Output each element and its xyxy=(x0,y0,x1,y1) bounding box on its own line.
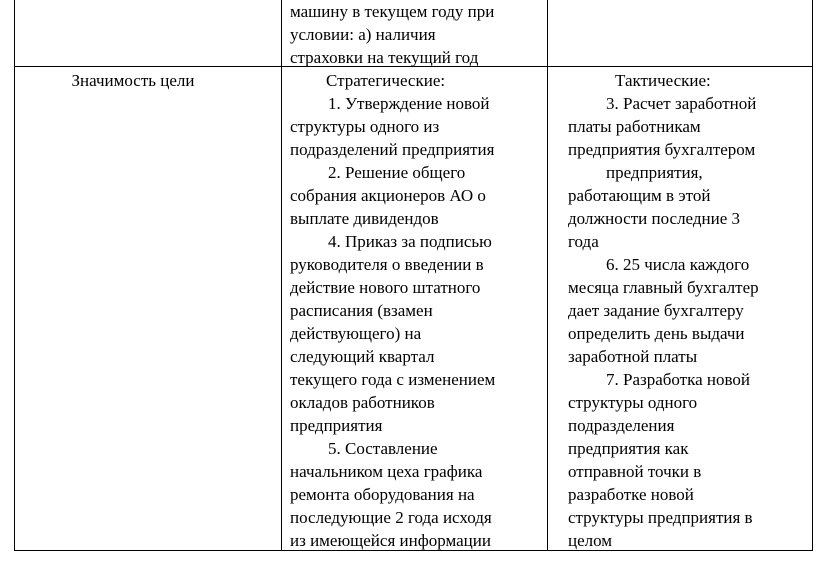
text-line: действующего) на xyxy=(290,324,422,343)
text-line: структуры одного xyxy=(568,393,698,412)
text-line: окладов работников xyxy=(290,393,435,412)
top-row-text-cell xyxy=(290,0,546,69)
text-line: страховки на текущий год xyxy=(290,48,479,67)
text-line: года xyxy=(568,232,599,251)
text-line: расписания (взамен xyxy=(290,301,433,320)
text-line: текущего года с изменением xyxy=(290,370,496,389)
text-line: предприятия как xyxy=(568,439,689,458)
text-line: предприятия, xyxy=(606,163,703,182)
tactical-header: Тактические: xyxy=(615,71,711,90)
text-line: начальником цеха графика xyxy=(290,462,483,481)
text-line: предприятия бухгалтером xyxy=(568,140,756,159)
text-line: 2. Решение общего xyxy=(328,163,466,182)
text-line: 7. Разработка новой xyxy=(606,370,751,389)
text-line: работающим в этой xyxy=(568,186,711,205)
text-line: машину в текущем году при xyxy=(290,2,495,21)
tactical-goals-list xyxy=(568,92,812,552)
strategic-goals-list xyxy=(290,92,546,552)
goal-significance-label-cell xyxy=(15,69,281,92)
text-line: заработной платы xyxy=(568,347,698,366)
text-line: дает задание бухгалтеру xyxy=(568,301,744,320)
text-line: условии: а) наличия xyxy=(290,25,436,44)
text-line: 1. Утверждение новой xyxy=(328,94,490,113)
table-divider-col1 xyxy=(281,0,282,551)
text-line: структуры предприятия в xyxy=(568,508,753,527)
text-line: должности последние 3 xyxy=(568,209,741,228)
strategic-header: Стратегические: xyxy=(326,71,446,90)
text-line: определить день выдачи xyxy=(568,324,745,343)
table-divider-col2 xyxy=(547,0,548,551)
text-line: 5. Составление xyxy=(328,439,438,458)
text-line: из имеющейся информации xyxy=(290,531,491,550)
text-line: подразделения xyxy=(568,416,675,435)
text-line: действие нового штатного xyxy=(290,278,481,297)
text-line: ремонта оборудования на xyxy=(290,485,475,504)
text-line: руководителя о введении в xyxy=(290,255,484,274)
text-line: отправной точки в xyxy=(568,462,702,481)
text-line: выплате дивидендов xyxy=(290,209,439,228)
text-line: разработке новой xyxy=(568,485,694,504)
text-line: последующие 2 года исходя xyxy=(290,508,492,527)
text-line: 3. Расчет заработной xyxy=(606,94,757,113)
text-line: следующий квартал xyxy=(290,347,435,366)
table-border-right xyxy=(812,0,813,551)
text-line: подразделений предприятия xyxy=(290,140,495,159)
text-line: 4. Приказ за подписью xyxy=(328,232,492,251)
text-line: платы работникам xyxy=(568,117,701,136)
tactical-goals-cell xyxy=(568,69,812,552)
text-line: целом xyxy=(568,531,613,550)
text-line: предприятия xyxy=(290,416,383,435)
text-line: 6. 25 числа каждого xyxy=(606,255,750,274)
goal-significance-label: Значимость цели xyxy=(71,71,195,90)
strategic-goals-cell xyxy=(290,69,546,552)
text-line: структуры одного из xyxy=(290,117,440,136)
text-line: собрания акционеров АО о xyxy=(290,186,486,205)
text-line: месяца главный бухгалтер xyxy=(568,278,759,297)
